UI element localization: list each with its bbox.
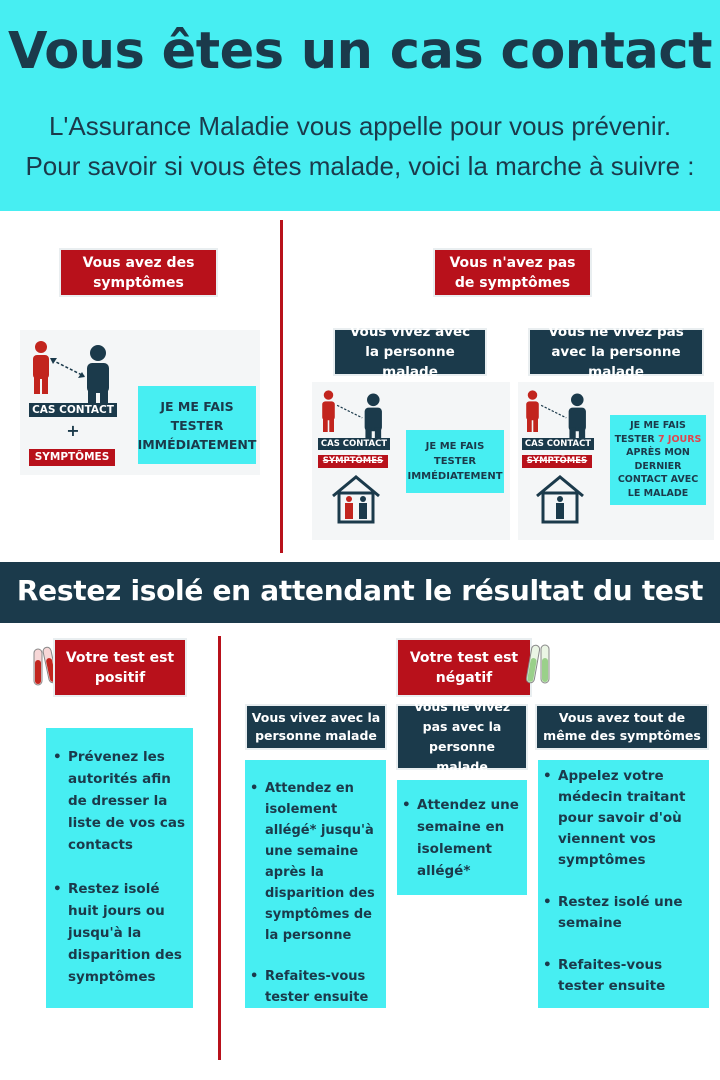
tag-no-symptoms: Vous n'avez pas de symptômes	[435, 250, 590, 295]
action-part1: JE ME FAIS TESTER	[614, 420, 686, 445]
positive-advice-1: • Prévenez les autorités afin de dresser la liste de vos cas contacts	[48, 746, 189, 856]
label-cas-contact-2: CAS CONTACT	[318, 438, 390, 450]
tag-test-positive: Votre test est positif	[55, 640, 185, 695]
page-title: Vous êtes un cas contact	[8, 22, 712, 81]
neg-live-with-advice-2: • Refaites-vous tester ensuite	[245, 966, 384, 1008]
tag-not-live-with: Vous ne vivez pas avec la personne malade	[530, 330, 702, 374]
action-test-immediately-2: JE ME FAIS TESTER IMMÉDIATEMENT	[406, 430, 504, 493]
tag-neg-live-with: Vous vivez avec la personne malade	[247, 706, 385, 748]
plus-sign: +	[66, 421, 80, 440]
action-test-after-7-days	[610, 415, 706, 505]
subtitle-line-2: Pour savoir si vous êtes malade, voici la marche à suivre :	[25, 151, 695, 181]
tag-neg-not-live-with: Vous ne vivez pas avec la personne malade	[398, 706, 526, 768]
label-cas-contact: CAS CONTACT	[29, 403, 117, 417]
neg-symptoms-advice-3: • Refaites-vous tester ensuite	[538, 955, 705, 997]
action-part2: APRÈS MON DERNIER CONTACT AVEC LE MALADE	[617, 447, 699, 499]
tag-with-symptoms: Vous avez des symptômes	[61, 250, 216, 295]
bottom-divider	[218, 636, 221, 1060]
action-test-immediately: JE ME FAIS TESTER IMMÉDIATEMENT	[138, 386, 256, 464]
tag-test-negative: Votre test est négatif	[398, 640, 530, 695]
neg-live-with-advice-1: • Attendez en isolement allégé* jusqu'à une semaine après la disparition des symptômes de la personne	[245, 778, 384, 946]
positive-advice-box	[46, 728, 193, 1008]
label-symptomes-struck-3: SYMPTÔMES	[522, 455, 592, 468]
subtitle-line-1: L'Assurance Maladie vous appelle pour vous prévenir.	[48, 111, 672, 141]
neg-not-live-with-advice-1: • Attendez une semaine en isolement allégé*	[397, 794, 525, 882]
action-highlight-7-jours: 7 JOURS	[658, 433, 702, 445]
neg-symptoms-advice-2: • Restez isolé une semaine	[538, 892, 705, 934]
house-single-icon	[534, 474, 586, 524]
tag-neg-still-symptoms: Vous avez tout de même des symptômes	[537, 706, 707, 748]
neg-symptoms-advice-1: • Appelez votre médecin traitant pour savoir d'où viennent vos symptômes	[538, 766, 705, 871]
positive-advice-2: • Restez isolé huit jours ou jusqu'à la disparition des symptômes	[48, 878, 189, 988]
house-icon	[330, 474, 382, 524]
neg-still-symptoms-box	[538, 760, 709, 1008]
label-symptomes: SYMPTÔMES	[29, 449, 115, 466]
contact-people-icon-2	[316, 388, 396, 443]
contact-people-icon	[26, 338, 126, 408]
contact-people-icon-3	[520, 388, 600, 443]
isolation-band-title: Restez isolé en attendant le résultat du test	[16, 574, 704, 607]
test-tube-negative-icon	[524, 642, 554, 690]
top-divider	[280, 220, 283, 553]
label-cas-contact-3: CAS CONTACT	[522, 438, 594, 450]
neg-live-with-box	[245, 760, 386, 1008]
tag-live-with: Vous vivez avec la personne malade	[335, 330, 485, 374]
neg-not-live-with-box	[397, 780, 527, 895]
label-symptomes-struck-2: SYMPTÔMES	[318, 455, 388, 468]
